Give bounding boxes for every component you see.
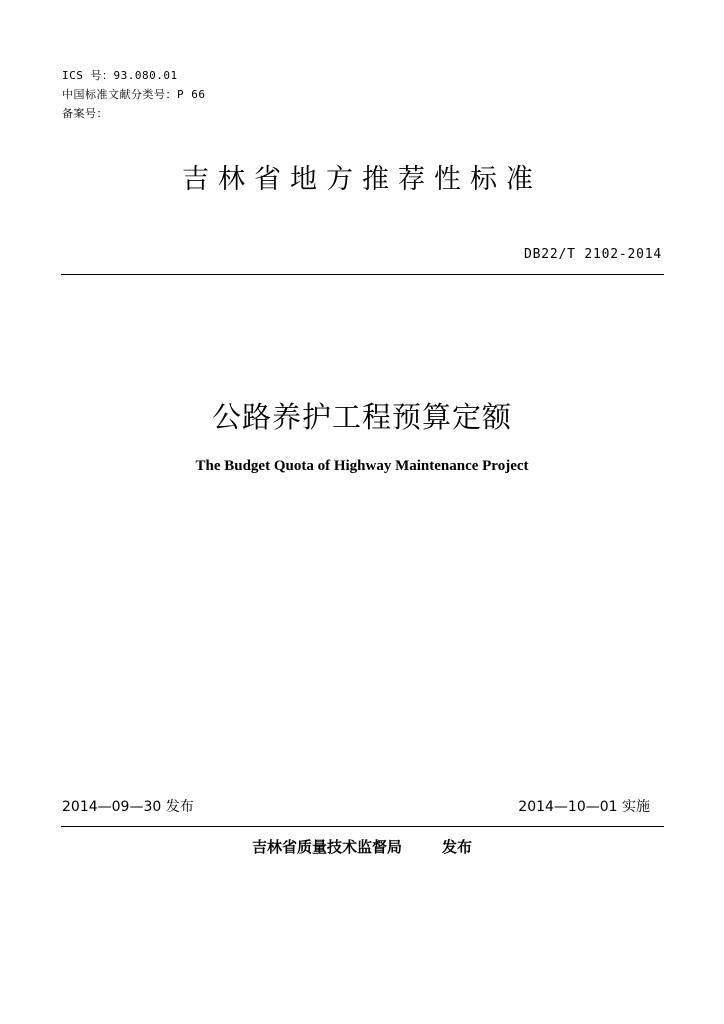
top-divider xyxy=(61,274,664,275)
standard-type-heading: 吉林省地方推荐性标准 xyxy=(182,164,542,195)
document-title-cn: 公路养护工程预算定额 xyxy=(211,400,512,434)
publisher-line xyxy=(0,836,724,858)
ccs-classification: 中国标准文献分类号：P 66 xyxy=(62,88,206,101)
bottom-divider xyxy=(61,826,664,827)
document-title-en: The Budget Quota of Highway Maintenance Project xyxy=(195,458,529,474)
publisher-name: 吉林省质量技术监督局 xyxy=(251,838,402,856)
publisher-action: 发布 xyxy=(442,838,473,856)
ics-code: ICS 号：93.080.01 xyxy=(62,69,178,82)
issue-date: 2014—09—30 发布 xyxy=(62,799,194,815)
standard-number: DB22/T 2102-2014 xyxy=(523,247,662,262)
record-number: 备案号： xyxy=(62,107,108,120)
implementation-date: 2014—10—01 实施 xyxy=(518,799,650,815)
